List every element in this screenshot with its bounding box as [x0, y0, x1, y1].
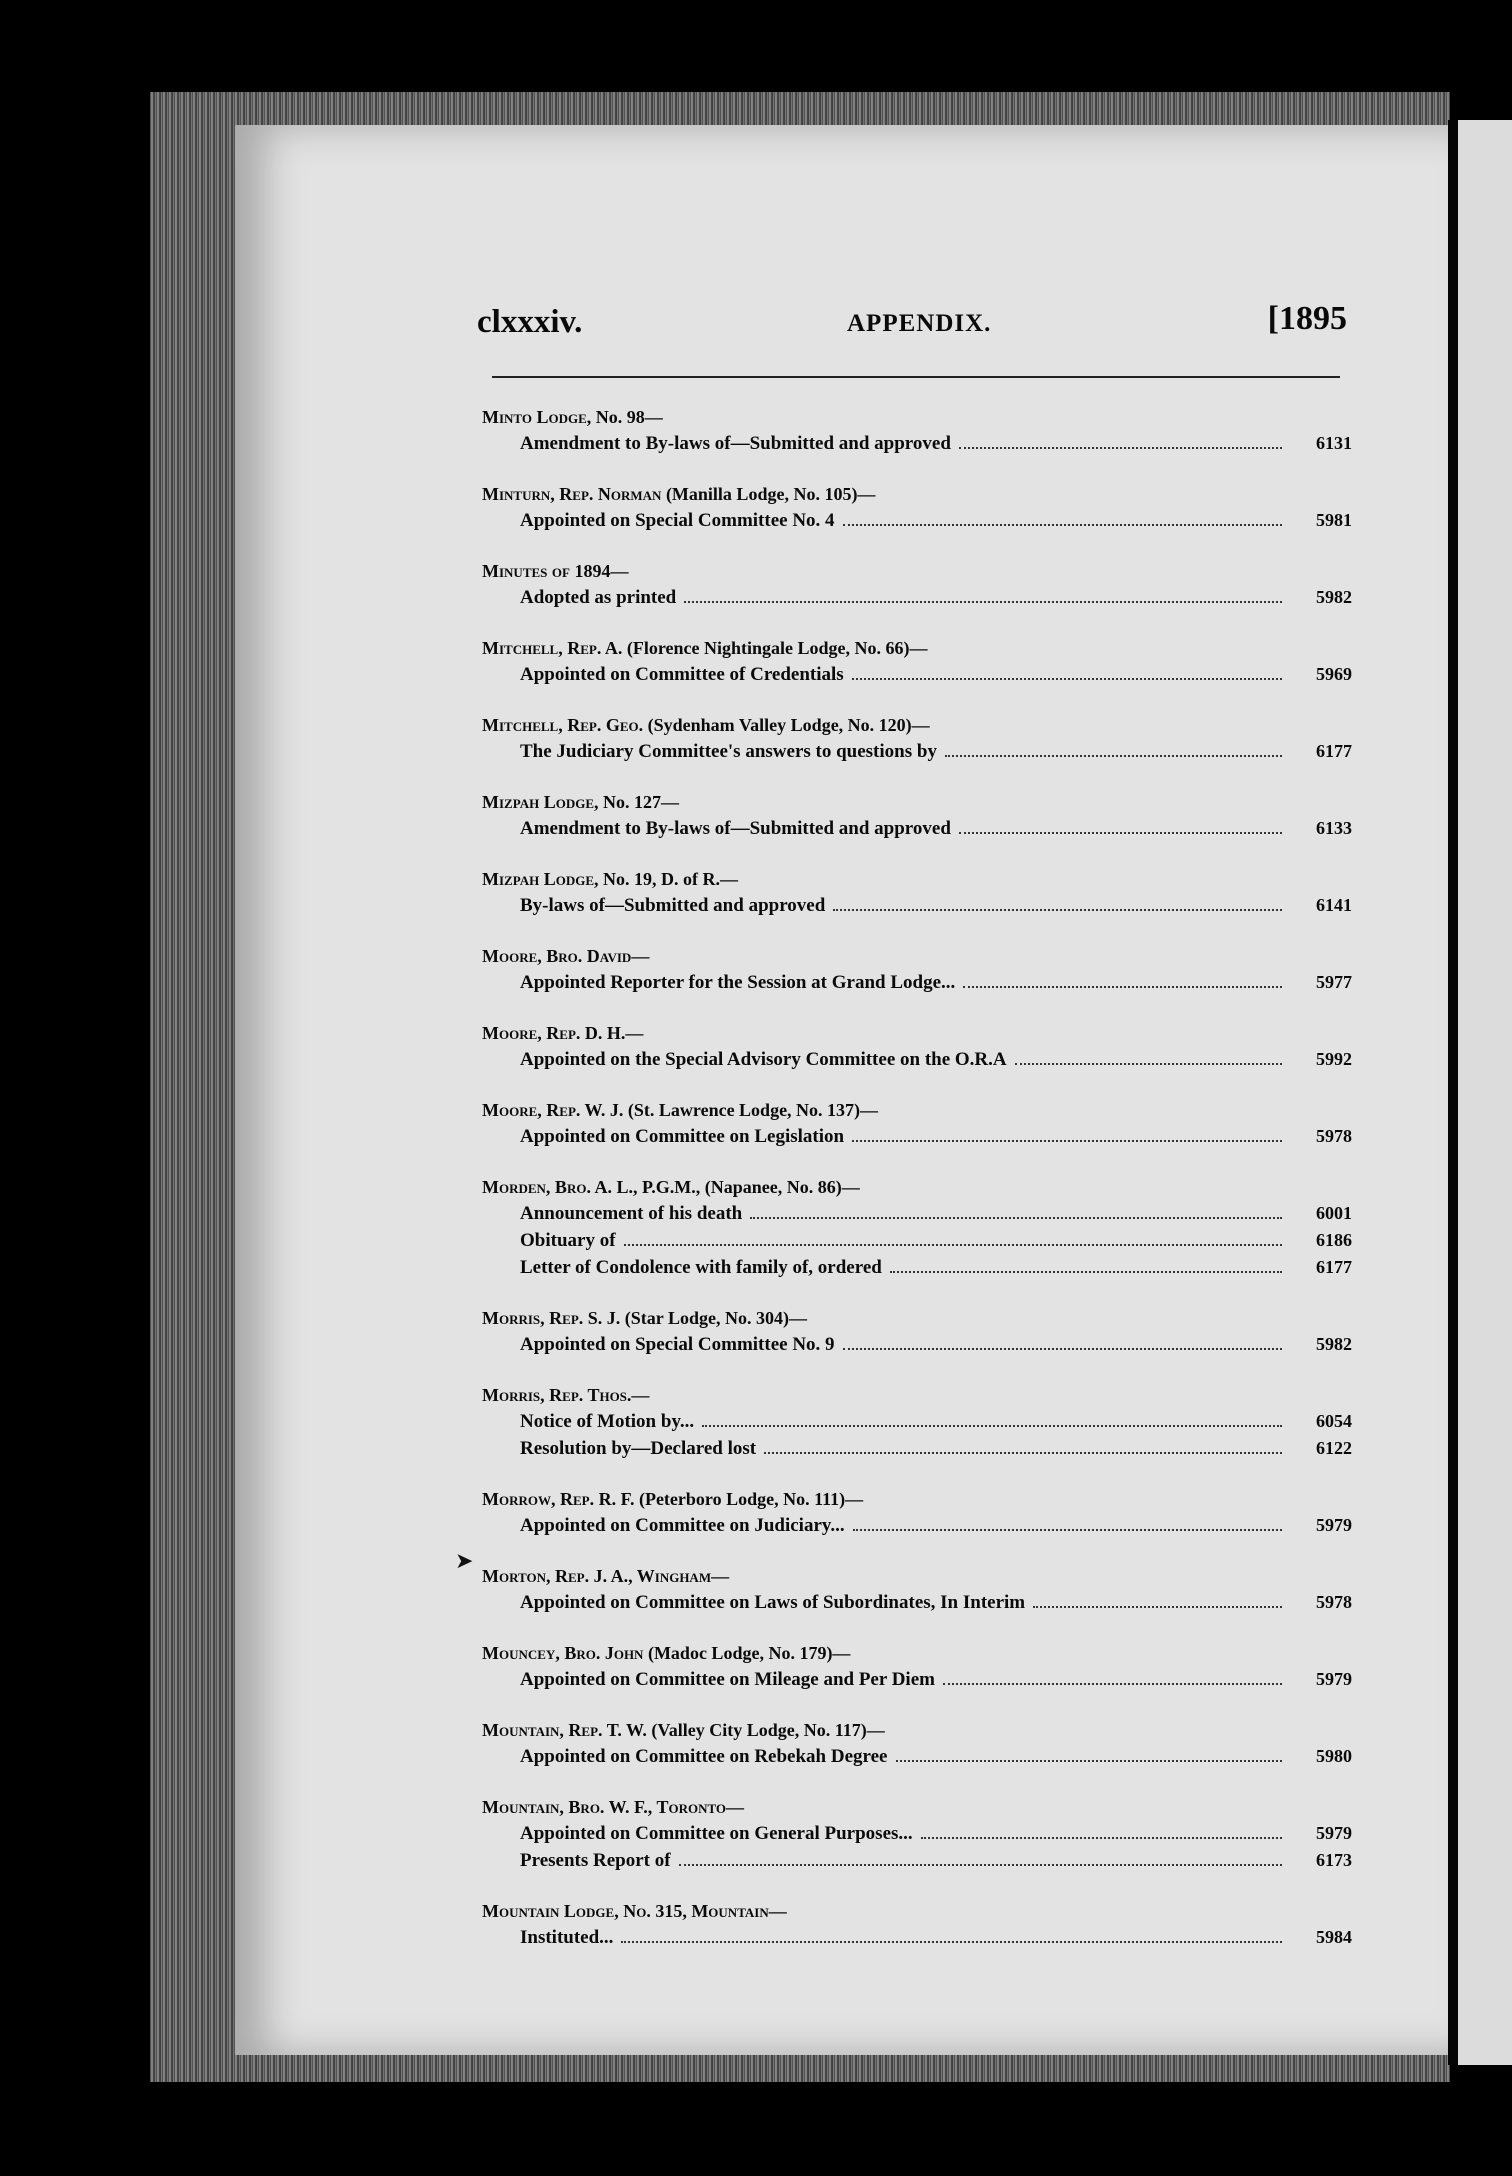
- entry-name: Morden, Bro. A. L., P.G.M.: [482, 1177, 696, 1197]
- leader-dots: [852, 1140, 1282, 1142]
- entry-line: [482, 1666, 1352, 1693]
- entry-name: Mitchell, Rep. A.: [482, 638, 623, 658]
- leader-dots: [833, 909, 1282, 911]
- leader-dots: [843, 1348, 1282, 1350]
- index-entry: [482, 866, 1352, 919]
- entry-name: Mizpah Lodge: [482, 792, 594, 812]
- leader-dots: [684, 601, 1282, 603]
- leader-dots: [843, 524, 1282, 526]
- entry-line-text: Appointed on Committee of Credentials: [520, 664, 844, 685]
- entry-line: [482, 507, 1352, 534]
- entry-heading: [482, 1382, 1352, 1408]
- entry-detail: , No. 127—: [593, 792, 679, 812]
- header-rule: [492, 376, 1340, 378]
- page-reference: 5984: [1316, 1927, 1352, 1947]
- leader-dots: [921, 1837, 1282, 1839]
- entry-heading: [482, 1305, 1352, 1331]
- entry-line: [482, 1254, 1352, 1281]
- entry-detail: (Valley City Lodge, No. 117)—: [646, 1720, 885, 1740]
- page-reference: 5980: [1316, 1746, 1352, 1766]
- entry-line: [482, 892, 1352, 919]
- entry-heading: [482, 1794, 1352, 1820]
- entry-line-text: Appointed on Committee on Laws of Subordinates, In Interim: [520, 1592, 1026, 1613]
- facing-page-edge: [1458, 120, 1512, 2065]
- page-header: [477, 300, 1347, 350]
- leader-dots: [890, 1271, 1282, 1273]
- entry-detail: , No. 19, D. of R.—: [593, 869, 738, 889]
- leader-dots: [963, 986, 1282, 988]
- entry-heading: [482, 1097, 1352, 1123]
- entry-name: Moore, Rep. W. J.: [482, 1100, 624, 1120]
- section-title: APPENDIX.: [847, 310, 992, 337]
- index-entry: [482, 1305, 1352, 1358]
- leader-dots: [959, 832, 1282, 834]
- page-reference: 5992: [1316, 1049, 1352, 1069]
- leader-dots: [943, 1683, 1282, 1685]
- entry-name: Mitchell, Rep. Geo.: [482, 715, 644, 735]
- entry-line-text: Amendment to By-laws of—Submitted and approved: [520, 433, 951, 454]
- entry-line: [482, 738, 1352, 765]
- entry-name: Minto Lodge: [482, 407, 587, 427]
- entry-line: [482, 1743, 1352, 1770]
- leader-dots: [945, 755, 1282, 757]
- page-reference: 6122: [1316, 1438, 1352, 1458]
- entry-name: Moore, Rep. D. H.: [482, 1023, 626, 1043]
- page-number: clxxxiv.: [477, 304, 583, 340]
- entry-heading: [482, 481, 1352, 507]
- entry-detail: (Peterboro Lodge, No. 111)—: [634, 1489, 864, 1509]
- index-entry: [482, 712, 1352, 765]
- entry-line: [482, 815, 1352, 842]
- entry-detail: —: [625, 1023, 644, 1043]
- page-reference: 6177: [1316, 741, 1352, 761]
- entry-line: [482, 1435, 1352, 1462]
- entry-line-text: The Judiciary Committee's answers to questions by: [520, 741, 937, 762]
- entry-name: Mountain, Rep. T. W.: [482, 1720, 647, 1740]
- entry-detail: , (Napanee, No. 86)—: [695, 1177, 860, 1197]
- entry-detail: —: [610, 561, 629, 581]
- leader-dots: [702, 1425, 1282, 1427]
- entry-detail: (Florence Nightingale Lodge, No. 66)—: [622, 638, 928, 658]
- entry-heading: [482, 558, 1352, 584]
- entry-line: [482, 1820, 1352, 1847]
- entry-name: Moore, Bro. David: [482, 946, 632, 966]
- entry-name: Morris, Rep. S. J.: [482, 1308, 621, 1328]
- page-reference: 5979: [1316, 1669, 1352, 1689]
- page-reference: 6173: [1316, 1850, 1352, 1870]
- leader-dots: [896, 1760, 1283, 1762]
- page-reference: 5977: [1316, 972, 1352, 992]
- index-entry: [482, 1640, 1352, 1693]
- entry-line-text: Notice of Motion by...: [520, 1411, 695, 1432]
- page-reference: 5978: [1316, 1126, 1352, 1146]
- entry-detail: —: [711, 1566, 730, 1586]
- entry-line: [482, 584, 1352, 611]
- entry-heading: [482, 1563, 1352, 1589]
- entry-line-text: Letter of Condolence with family of, ordered: [520, 1257, 882, 1278]
- index-entry: [482, 1382, 1352, 1462]
- entry-line: [482, 1408, 1352, 1435]
- entry-line: [482, 969, 1352, 996]
- entry-heading: [482, 943, 1352, 969]
- entry-heading: [482, 635, 1352, 661]
- index-entry: [482, 1794, 1352, 1874]
- entry-line-text: Appointed on Committee on General Purposes...: [520, 1823, 913, 1844]
- pointer-mark-icon: ➤: [455, 1548, 474, 1573]
- leader-dots: [621, 1941, 1282, 1943]
- leader-dots: [750, 1217, 1282, 1219]
- page-reference: 5969: [1316, 664, 1352, 684]
- index-entry: [482, 481, 1352, 534]
- entry-name: Morrow, Rep. R. F.: [482, 1489, 635, 1509]
- entry-line-text: Appointed on Committee on Legislation: [520, 1126, 845, 1147]
- entry-line: [482, 1227, 1352, 1254]
- index-entry: [482, 1898, 1352, 1951]
- entry-line: [482, 1123, 1352, 1150]
- page-reference: 5978: [1316, 1592, 1352, 1612]
- entry-line-text: Amendment to By-laws of—Submitted and approved: [520, 818, 951, 839]
- entry-name: Mountain, Bro. W. F., Toronto: [482, 1797, 727, 1817]
- entry-line: [482, 1589, 1352, 1616]
- index-entry: [482, 1717, 1352, 1770]
- entry-line-text: Resolution by—Declared lost: [520, 1438, 757, 1459]
- index-entry: [482, 943, 1352, 996]
- entry-line: [482, 1847, 1352, 1874]
- entry-line-text: Adopted as printed: [520, 587, 677, 608]
- leader-dots: [853, 1529, 1282, 1531]
- page-reference: 6131: [1316, 433, 1352, 453]
- entry-heading: [482, 404, 1352, 430]
- entry-detail: —: [768, 1901, 787, 1921]
- entry-name: Mountain Lodge, No. 315, Mountain: [482, 1901, 769, 1921]
- entry-heading: [482, 1717, 1352, 1743]
- index-entry: [482, 558, 1352, 611]
- entry-line: [482, 430, 1352, 457]
- entry-line: [482, 1512, 1352, 1539]
- leader-dots: [852, 678, 1282, 680]
- page-reference: 6177: [1316, 1257, 1352, 1277]
- entry-heading: [482, 1640, 1352, 1666]
- entry-detail: (Sydenham Valley Lodge, No. 120)—: [643, 715, 930, 735]
- year-label: [1895: [1267, 300, 1347, 337]
- entry-name: Mouncey, Bro. John: [482, 1643, 644, 1663]
- page-reference: 5982: [1316, 587, 1352, 607]
- index-entry: [482, 789, 1352, 842]
- leader-dots: [1015, 1063, 1282, 1065]
- entry-line: [482, 1331, 1352, 1358]
- entry-detail: (Manilla Lodge, No. 105)—: [661, 484, 876, 504]
- page-reference: 6133: [1316, 818, 1352, 838]
- page-reference: 6054: [1316, 1411, 1352, 1431]
- entry-line: [482, 1046, 1352, 1073]
- index-entry: [482, 1174, 1352, 1281]
- page-gutter: [1448, 120, 1458, 2065]
- index-entry: [482, 1020, 1352, 1073]
- index-entry: [482, 1097, 1352, 1150]
- entry-line-text: Appointed on Special Committee No. 9: [520, 1334, 835, 1355]
- entry-detail: , No. 98—: [586, 407, 663, 427]
- entry-line-text: Announcement of his death: [520, 1203, 743, 1224]
- index-entry: [482, 404, 1352, 457]
- entry-line: [482, 1200, 1352, 1227]
- entry-detail: (Madoc Lodge, No. 179)—: [643, 1643, 851, 1663]
- entry-line-text: Obituary of: [520, 1230, 616, 1251]
- leader-dots: [679, 1864, 1282, 1866]
- entry-line-text: Instituted...: [520, 1927, 614, 1948]
- entry-name: Morris, Rep. Thos.: [482, 1385, 632, 1405]
- entry-line-text: Appointed on Committee on Judiciary...: [520, 1515, 845, 1536]
- entry-line: [482, 661, 1352, 688]
- index-entry: [482, 1486, 1352, 1539]
- entry-name: Minutes of 1894: [482, 561, 611, 581]
- entry-name: Mizpah Lodge: [482, 869, 594, 889]
- entry-line-text: Appointed on Special Committee No. 4: [520, 510, 835, 531]
- entry-heading: [482, 712, 1352, 738]
- entry-line-text: By-laws of—Submitted and approved: [520, 895, 826, 916]
- entry-line-text: Appointed on the Special Advisory Committee on the O.R.A: [520, 1049, 1007, 1070]
- index-entry: [482, 1563, 1352, 1616]
- entry-line-text: Appointed on Committee on Mileage and Per Diem: [520, 1669, 935, 1690]
- entry-line-text: Appointed Reporter for the Session at Grand Lodge...: [520, 972, 956, 993]
- index-entries: [482, 404, 1352, 1975]
- index-entry: [482, 635, 1352, 688]
- leader-dots: [959, 447, 1282, 449]
- entry-line: [482, 1924, 1352, 1951]
- entry-detail: (Star Lodge, No. 304)—: [620, 1308, 807, 1328]
- entry-name: Minturn, Rep. Norman: [482, 484, 662, 504]
- entry-heading: [482, 789, 1352, 815]
- leader-dots: [764, 1452, 1282, 1454]
- page-reference: 6001: [1316, 1203, 1352, 1223]
- entry-heading: [482, 866, 1352, 892]
- page-reference: 5981: [1316, 510, 1352, 530]
- leader-dots: [624, 1244, 1282, 1246]
- entry-heading: [482, 1174, 1352, 1200]
- leader-dots: [1033, 1606, 1282, 1608]
- page-reference: 6186: [1316, 1230, 1352, 1250]
- entry-detail: —: [631, 1385, 650, 1405]
- entry-name: Morton, Rep. J. A., Wingham: [482, 1566, 712, 1586]
- entry-line-text: Appointed on Committee on Rebekah Degree: [520, 1746, 888, 1767]
- page-reference: 5979: [1316, 1823, 1352, 1843]
- entry-line-text: Presents Report of: [520, 1850, 671, 1871]
- page-reference: 6141: [1316, 895, 1352, 915]
- entry-detail: —: [726, 1797, 745, 1817]
- page-reference: 5979: [1316, 1515, 1352, 1535]
- page-reference: 5982: [1316, 1334, 1352, 1354]
- entry-heading: [482, 1020, 1352, 1046]
- entry-detail: (St. Lawrence Lodge, No. 137)—: [623, 1100, 879, 1120]
- entry-heading: [482, 1898, 1352, 1924]
- entry-detail: —: [631, 946, 650, 966]
- entry-heading: [482, 1486, 1352, 1512]
